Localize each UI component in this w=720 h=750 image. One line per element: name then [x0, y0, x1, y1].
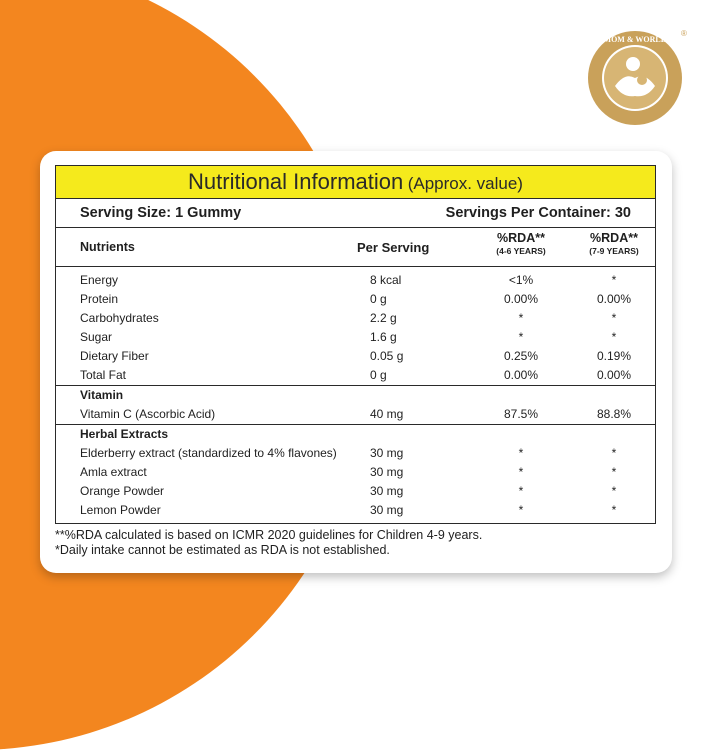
rda-4-6-value: *	[518, 503, 524, 517]
table-row	[56, 309, 655, 328]
nutrient-name: Dietary Fiber	[80, 349, 149, 363]
nutrient-name: Sugar	[80, 330, 113, 344]
table-row	[56, 347, 655, 366]
nutrient-name: Energy	[80, 273, 119, 287]
title-sub: (Approx. value)	[407, 174, 523, 193]
header-per-serving: Per Serving	[357, 240, 430, 255]
per-serving-value: 0 g	[370, 368, 387, 382]
section-herbal-extracts: Herbal Extracts	[56, 424, 655, 444]
header-rda-7-9	[569, 232, 659, 258]
rda-7-9-value: *	[611, 484, 617, 498]
per-serving-value: 30 mg	[370, 484, 404, 498]
rda-4-6-value: *	[518, 311, 524, 325]
servings-per-container: Servings Per Container: 30	[445, 205, 631, 221]
rda-7-9-value: *	[611, 273, 617, 287]
rda-4-6-value: 0.25%	[503, 349, 539, 363]
per-serving-value: 30 mg	[370, 503, 404, 517]
table-row	[56, 463, 655, 482]
nutrient-name: Carbohydrates	[80, 311, 159, 325]
per-serving-value: 0 g	[370, 292, 387, 306]
footnote-daily-intake: *Daily intake cannot be estimated as RDA is not established.	[55, 543, 390, 557]
rda-4-6-label: %RDA**	[497, 231, 545, 245]
nutrient-name: Total Fat	[80, 368, 127, 382]
per-serving-value: 0.05 g	[370, 349, 404, 363]
rda-7-9-value: *	[611, 446, 617, 460]
rda-4-6-value: 0.00%	[503, 292, 539, 306]
svg-text:®: ®	[681, 29, 687, 38]
rda-7-9-value: *	[611, 330, 617, 344]
serving-row	[56, 199, 655, 228]
rda-4-6-sub: (4-6 YEARS)	[496, 246, 546, 256]
nutrient-name: Lemon Powder	[80, 503, 161, 517]
header-nutrients: Nutrients	[80, 240, 135, 254]
title-main: Nutritional Information	[188, 169, 404, 194]
table-row	[56, 290, 655, 309]
nutrition-table	[55, 165, 656, 524]
table-row	[56, 482, 655, 501]
nutrient-name: Vitamin C (Ascorbic Acid)	[80, 407, 216, 421]
rda-7-9-sub: (7-9 YEARS)	[589, 246, 639, 256]
rda-4-6-value: 87.5%	[503, 407, 539, 421]
per-serving-value: 8 kcal	[370, 273, 402, 287]
section-vitamin: Vitamin	[56, 385, 655, 405]
serving-size: Serving Size: 1 Gummy	[80, 205, 242, 221]
table-row	[56, 271, 655, 290]
rda-4-6-value: 0.00%	[503, 368, 539, 382]
footnote-rda: **%RDA calculated is based on ICMR 2020 guidelines for Children 4-9 years.	[55, 528, 483, 542]
rda-7-9-label: %RDA**	[590, 231, 638, 245]
rda-7-9-value: 0.00%	[596, 292, 632, 306]
column-headers	[56, 228, 655, 267]
nutrient-name: Amla extract	[80, 465, 147, 479]
per-serving-value: 2.2 g	[370, 311, 397, 325]
rda-4-6-value: <1%	[508, 273, 534, 287]
rda-4-6-value: *	[518, 465, 524, 479]
table-row	[56, 366, 655, 385]
rda-4-6-value: *	[518, 484, 524, 498]
rda-7-9-value: *	[611, 311, 617, 325]
per-serving-value: 1.6 g	[370, 330, 397, 344]
header-rda-4-6	[476, 232, 566, 258]
title-bar	[56, 166, 655, 199]
rda-7-9-value: 88.8%	[596, 407, 632, 421]
rda-4-6-value: *	[518, 330, 524, 344]
mom-and-world-logo	[585, 28, 685, 128]
per-serving-value: 30 mg	[370, 465, 404, 479]
rda-7-9-value: *	[611, 503, 617, 517]
table-row	[56, 444, 655, 463]
rda-7-9-value: 0.00%	[596, 368, 632, 382]
nutrient-name: Orange Powder	[80, 484, 165, 498]
footnotes	[55, 528, 482, 558]
svg-text:MOM & WORLD: MOM & WORLD	[603, 35, 667, 44]
table-row	[56, 405, 655, 424]
rda-7-9-value: *	[611, 465, 617, 479]
table-row	[56, 501, 655, 520]
nutrient-name: Elderberry extract (standardized to 4% flavones)	[80, 446, 337, 460]
per-serving-value: 30 mg	[370, 446, 404, 460]
rda-4-6-value: *	[518, 446, 524, 460]
nutrition-card	[40, 151, 672, 573]
nutrient-name: Protein	[80, 292, 119, 306]
rda-7-9-value: 0.19%	[596, 349, 632, 363]
per-serving-value: 40 mg	[370, 407, 404, 421]
table-row	[56, 328, 655, 347]
